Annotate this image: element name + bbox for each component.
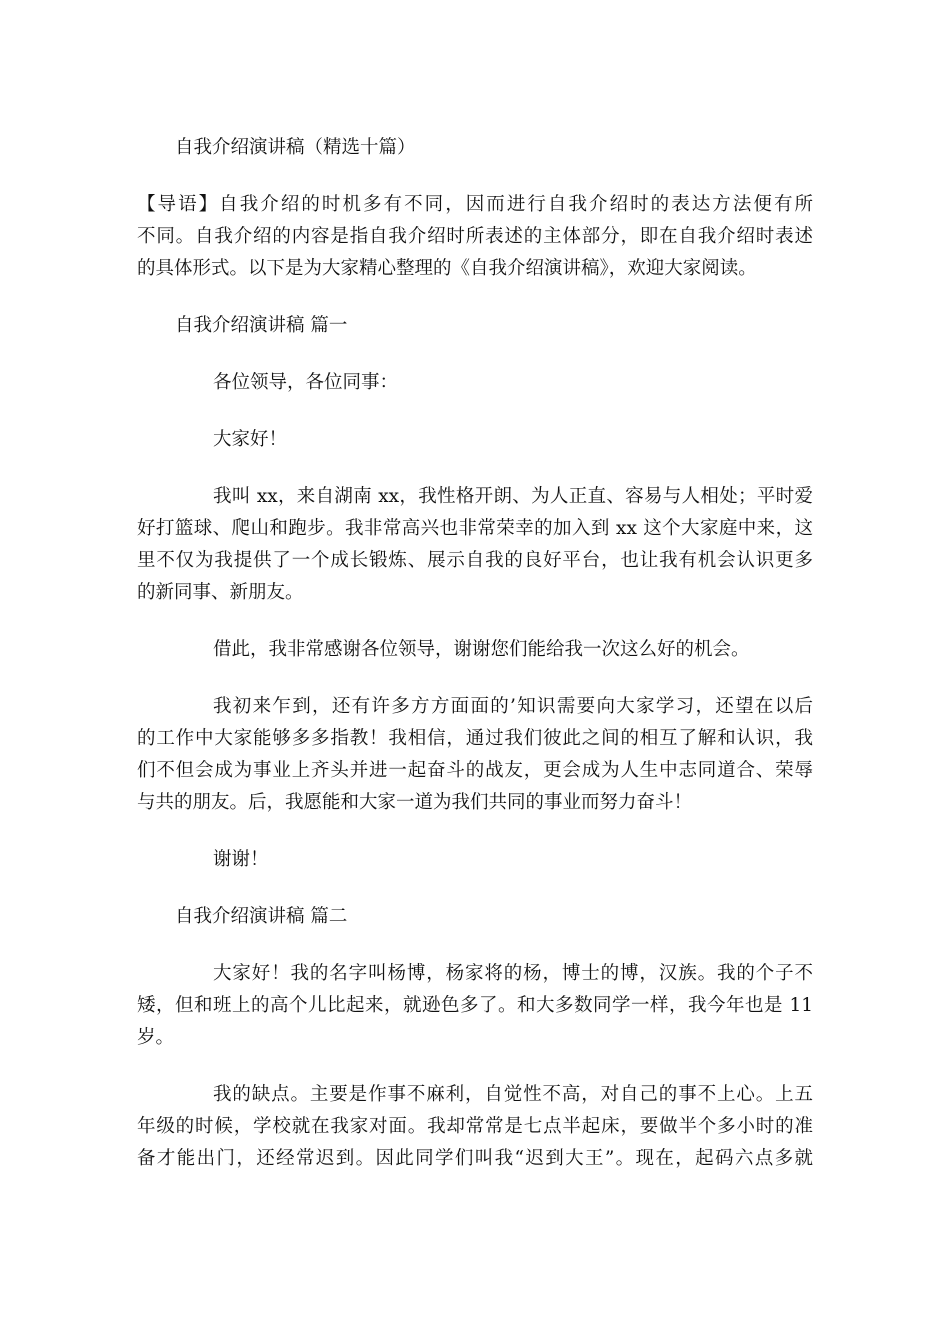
- intro-paragraph: [137, 189, 813, 285]
- section1-p3-line-3: 们不但会成为事业上齐头并进一起奋斗的战友，更会成为人生中志同道合、荣辱: [137, 760, 813, 781]
- document-title: 自我介绍演讲稿（精选十篇）: [175, 137, 416, 158]
- section2-p2-line-3: 备才能出门，还经常迟到。因此同学们叫我“迟到大王”。现在，起码六点多就: [137, 1148, 813, 1169]
- section1-p3-line-4: 与共的朋友。后，我愿能和大家一道为我们共同的事业而努力奋斗！: [137, 792, 693, 813]
- section-heading-2: 自我介绍演讲稿 篇二: [175, 906, 348, 927]
- thanks: 谢谢！: [213, 849, 269, 870]
- salutation: 各位领导，各位同事：: [213, 372, 399, 393]
- section2-p1-line-3: 岁。: [137, 1027, 175, 1048]
- section1-p3-line-2: 的工作中大家能够多多指教！我相信，通过我们彼此之间的相互了解和认识，我: [137, 728, 813, 749]
- section2-p1-line-1: 大家好！我的名字叫杨博，杨家将的杨，博士的博，汉族。我的个子不: [213, 963, 813, 984]
- section2-p2-line-1: 我的缺点。主要是作事不麻利，自觉性不高，对自己的事不上心。上五: [213, 1084, 813, 1105]
- section1-paragraph-2: [137, 634, 813, 666]
- greeting: 大家好！: [213, 429, 288, 450]
- section-heading-2-block: [137, 901, 813, 933]
- section2-paragraph-1: [137, 958, 813, 1054]
- section1-p1-line-1: 我叫 xx，来自湖南 xx，我性格开朗、为人正直、容易与人相处；平时爱: [213, 486, 813, 507]
- section1-p1-line-2: 好打篮球、爬山和跑步。我非常高兴也非常荣幸的加入到 xx 这个大家庭中来，这: [137, 518, 813, 539]
- document-body: [137, 132, 813, 1200]
- section1-p1-line-4: 的新同事、新朋友。: [137, 582, 304, 603]
- document-title-block: [137, 132, 813, 164]
- section2-p1-line-2: 矮，但和班上的高个儿比起来，就逊色多了。和大多数同学一样，我今年也是 11: [137, 995, 813, 1016]
- salutation-block: [137, 367, 813, 399]
- section-heading-1-block: [137, 310, 813, 342]
- section1-paragraph-3: [137, 691, 813, 819]
- intro-line-3: 的具体形式。以下是为大家精心整理的《自我介绍演讲稿》，欢迎大家阅读。: [137, 258, 757, 279]
- section1-p3-line-1: 我初来乍到，还有许多方方面面的’知识需要向大家学习，还望在以后: [213, 696, 813, 717]
- section-heading-1: 自我介绍演讲稿 篇一: [175, 315, 348, 336]
- section1-p1-line-3: 里不仅为我提供了一个成长锻炼、展示自我的良好平台，也让我有机会认识更多: [137, 550, 813, 571]
- section1-paragraph-1: [137, 481, 813, 609]
- section1-p2-line-1: 借此，我非常感谢各位领导，谢谢您们能给我一次这么好的机会。: [213, 639, 750, 660]
- section2-p2-line-2: 年级的时候，学校就在我家对面。我却常常是七点半起床，要做半个多小时的准: [137, 1116, 813, 1137]
- section2-paragraph-2: [137, 1079, 813, 1175]
- greeting-block: [137, 424, 813, 456]
- thanks-block: [137, 844, 813, 876]
- intro-line-2: 不同。自我介绍的内容是指自我介绍时所表述的主体部分，即在自我介绍时表述: [137, 226, 813, 247]
- intro-line-1: 【导语】自我介绍的时机多有不同，因而进行自我介绍时的表达方法便有所: [137, 194, 813, 215]
